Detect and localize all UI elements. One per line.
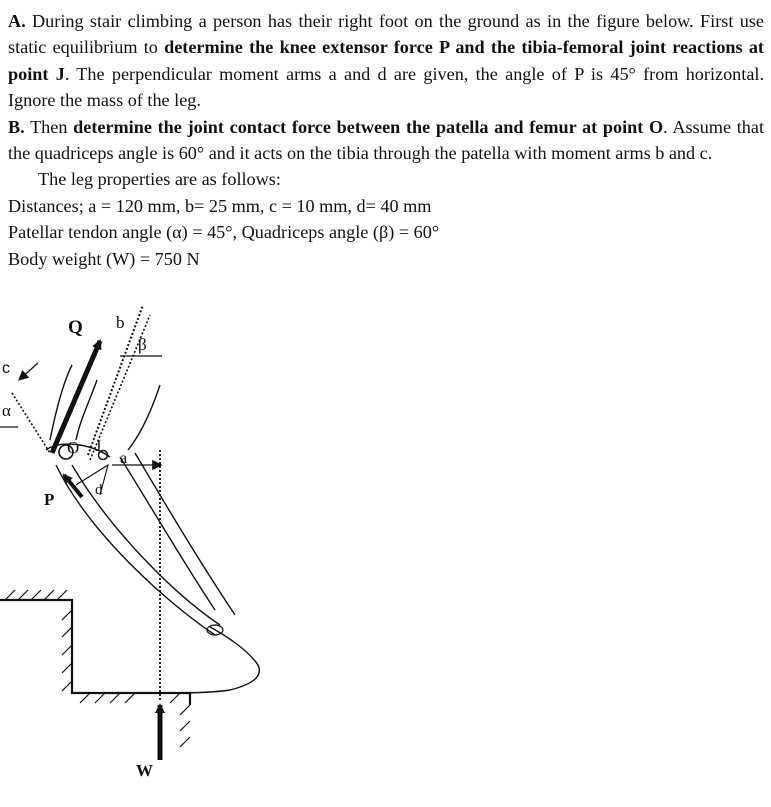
label-p: P	[44, 490, 55, 509]
part-a-text-2: . The perpendicular moment arms a and d are given, the angle of P is 45° from horizontal. Ignore the mass of the leg.	[8, 63, 765, 111]
part-a-label: A.	[8, 11, 26, 31]
label-d: d	[95, 482, 103, 498]
lower-riser-hatch	[180, 705, 190, 747]
prop-distances: Distances; a = 120 mm, b= 25 mm, c = 10 mm, d= 40 mm	[8, 195, 432, 216]
part-a-bold: determine the knee extensor force P and the tibia-femoral joint reactions at point J	[8, 37, 764, 84]
prop-angles: Patellar tendon angle (α) = 45°, Quadriceps angle (β) = 60°	[8, 222, 440, 243]
riser-hatch	[62, 610, 72, 691]
prop-weight: Body weight (W) = 750 N	[8, 248, 200, 269]
leg-figure	[0, 305, 300, 802]
label-w: W	[136, 761, 153, 780]
label-a: a	[120, 450, 128, 467]
foot-outline	[170, 627, 259, 693]
label-c: c	[2, 360, 10, 377]
stair-outline	[0, 600, 190, 705]
c-dimension-line	[12, 393, 50, 453]
leg-diagram	[0, 305, 300, 802]
problem-text	[8, 8, 764, 272]
label-o: O	[67, 438, 80, 457]
upper-step-hatch	[5, 590, 67, 600]
props-intro: The leg properties are as follows:	[38, 169, 281, 190]
part-b-label: B.	[8, 116, 25, 137]
thigh-back-outline	[128, 385, 160, 450]
calf-outline	[135, 453, 235, 615]
label-beta: β	[138, 335, 147, 354]
label-b: b	[116, 313, 125, 332]
label-q: Q	[68, 317, 83, 338]
part-b-text-2: . Assume that the quadriceps angle is 60° and it acts on the tibia through the patella with moment arms b and c.	[8, 116, 764, 164]
part-a	[8, 8, 764, 114]
part-b-text-1: Then	[30, 116, 74, 137]
label-alpha: α	[2, 401, 11, 420]
lower-step-hatch	[80, 693, 180, 703]
part-a-text-1: During stair climbing a person has their right foot on the ground as in the figure below. First use static equilibrium to	[8, 11, 764, 58]
label-j: J	[95, 438, 102, 455]
c-arrow	[20, 363, 38, 379]
fibula-outline	[120, 457, 215, 610]
part-b	[8, 114, 764, 167]
q-force-arrow	[52, 341, 100, 453]
part-b-bold: determine the joint contact force between the patella and femur at point O	[73, 116, 664, 137]
